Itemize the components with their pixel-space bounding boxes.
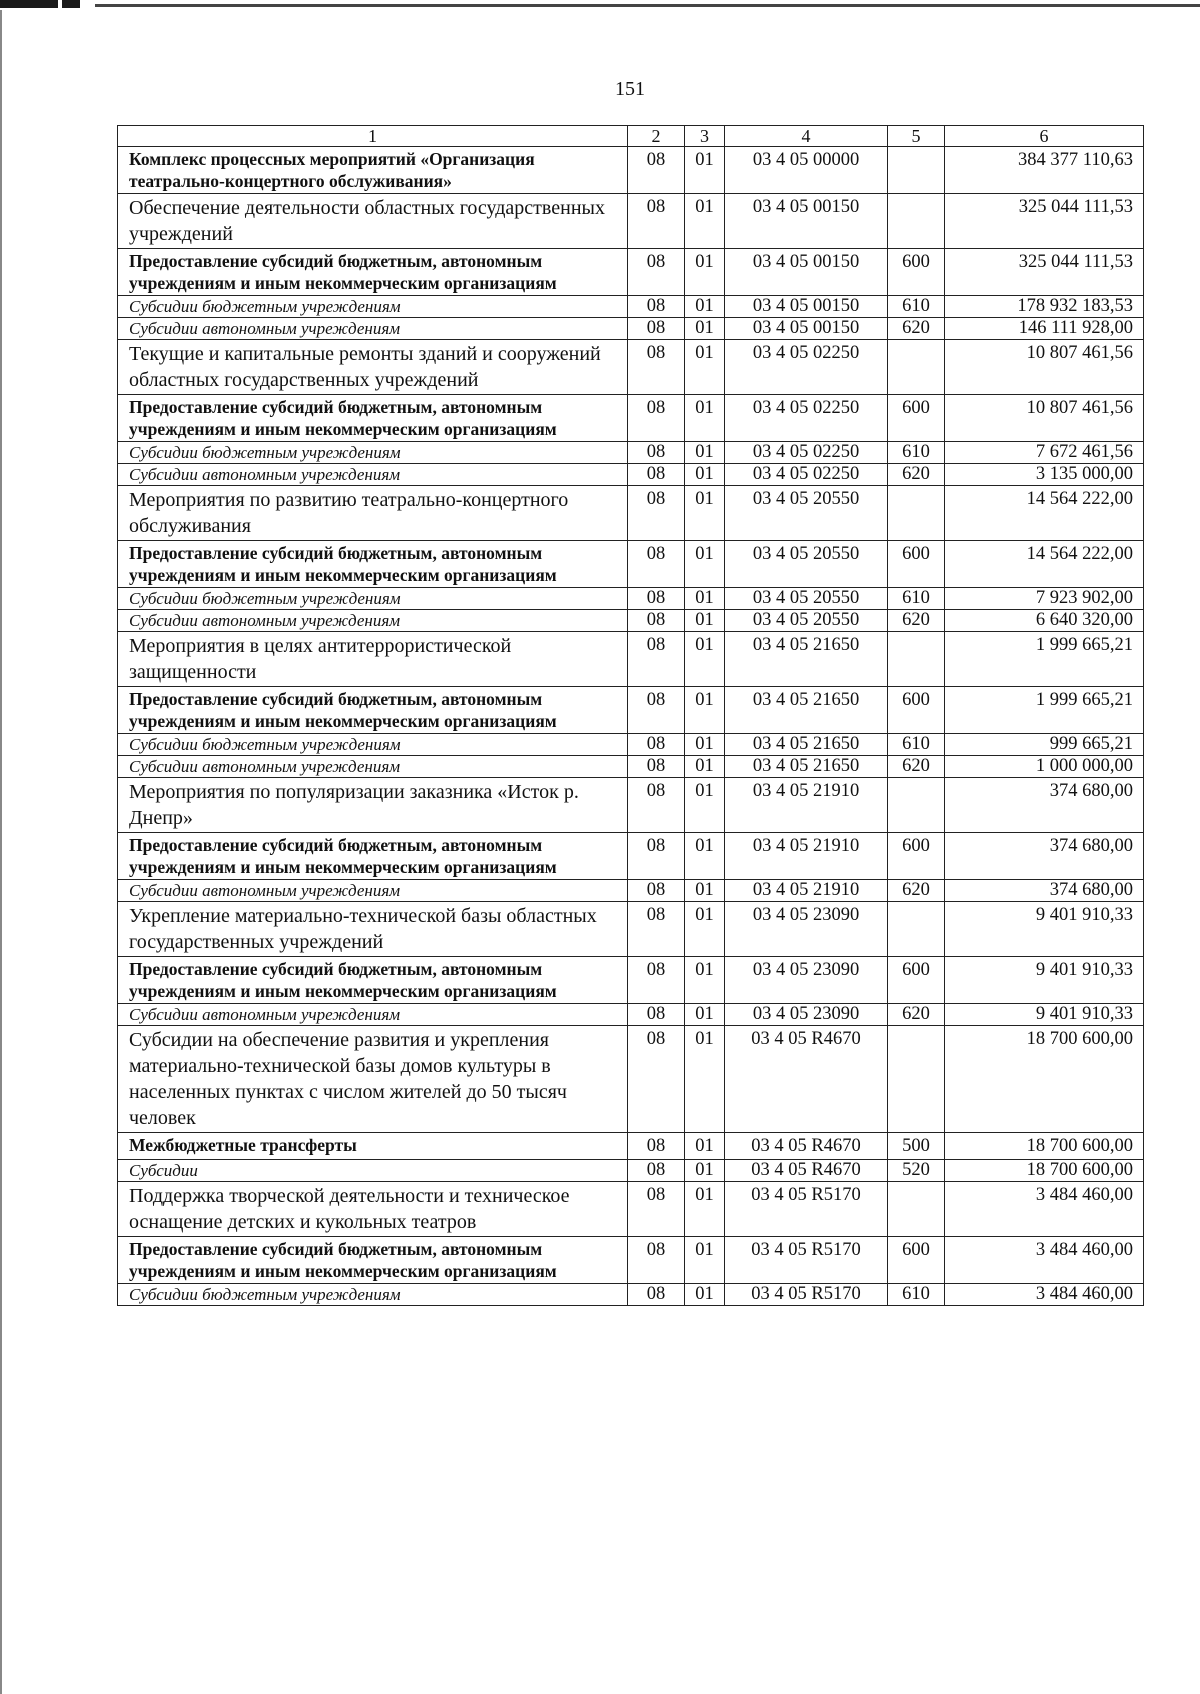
amount-cell: 9 401 910,33 (945, 902, 1144, 957)
section-code-cell: 08 (628, 902, 685, 957)
expense-type-cell: 610 (888, 296, 945, 318)
section-code-cell: 08 (628, 1004, 685, 1026)
section-code-cell: 08 (628, 1133, 685, 1160)
row-name-cell: Субсидии (118, 1160, 628, 1182)
amount-cell: 1 000 000,00 (945, 756, 1144, 778)
expense-type-cell: 600 (888, 957, 945, 1004)
table-row (118, 1237, 1144, 1284)
target-article-cell: 03 4 05 02250 (725, 464, 888, 486)
target-article-cell: 03 4 05 23090 (725, 902, 888, 957)
row-name-cell: Предоставление субсидий бюджетным, автономным учреждениям и иным некоммерческим организациям (118, 833, 628, 880)
table-row (118, 902, 1144, 957)
subsection-code-cell: 01 (685, 194, 725, 249)
section-code-cell: 08 (628, 1284, 685, 1306)
target-article-cell: 03 4 05 20550 (725, 486, 888, 541)
amount-cell: 1 999 665,21 (945, 632, 1144, 687)
expense-type-cell: 600 (888, 1237, 945, 1284)
amount-cell: 3 484 460,00 (945, 1182, 1144, 1237)
row-name-cell: Межбюджетные трансферты (118, 1133, 628, 1160)
section-code-cell: 08 (628, 541, 685, 588)
target-article-cell: 03 4 05 R5170 (725, 1237, 888, 1284)
table-row (118, 1284, 1144, 1306)
subsection-code-cell: 01 (685, 687, 725, 734)
table-row (118, 1182, 1144, 1237)
expense-type-cell: 620 (888, 318, 945, 340)
row-name-cell: Предоставление субсидий бюджетным, автономным учреждениям и иным некоммерческим организациям (118, 687, 628, 734)
table-row (118, 442, 1144, 464)
subsection-code-cell: 01 (685, 1160, 725, 1182)
section-code-cell: 08 (628, 588, 685, 610)
column-number-row (118, 126, 1144, 147)
subsection-code-cell: 01 (685, 778, 725, 833)
subsection-code-cell: 01 (685, 1026, 725, 1133)
section-code-cell: 08 (628, 734, 685, 756)
row-name-cell: Предоставление субсидий бюджетным, автономным учреждениям и иным некоммерческим организациям (118, 395, 628, 442)
section-code-cell: 08 (628, 1026, 685, 1133)
expense-type-cell: 620 (888, 610, 945, 632)
expense-type-cell (888, 194, 945, 249)
expense-type-cell: 600 (888, 395, 945, 442)
amount-cell: 325 044 111,53 (945, 194, 1144, 249)
table-row (118, 632, 1144, 687)
target-article-cell: 03 4 05 R5170 (725, 1182, 888, 1237)
expense-type-cell: 600 (888, 249, 945, 296)
subsection-code-cell: 01 (685, 249, 725, 296)
expense-type-cell (888, 147, 945, 194)
row-name-cell: Мероприятия по популяризации заказника «Исток р. Днепр» (118, 778, 628, 833)
table-row (118, 1004, 1144, 1026)
scan-edge-bar (0, 0, 58, 8)
table-row (118, 395, 1144, 442)
table-row (118, 486, 1144, 541)
section-code-cell: 08 (628, 687, 685, 734)
subsection-code-cell: 01 (685, 734, 725, 756)
expense-type-cell (888, 632, 945, 687)
subsection-code-cell: 01 (685, 296, 725, 318)
expense-type-cell: 620 (888, 756, 945, 778)
column-header: 6 (945, 126, 1144, 147)
section-code-cell: 08 (628, 1160, 685, 1182)
amount-cell: 14 564 222,00 (945, 541, 1144, 588)
target-article-cell: 03 4 05 21910 (725, 778, 888, 833)
section-code-cell: 08 (628, 957, 685, 1004)
target-article-cell: 03 4 05 20550 (725, 541, 888, 588)
section-code-cell: 08 (628, 486, 685, 541)
subsection-code-cell: 01 (685, 957, 725, 1004)
expense-type-cell: 600 (888, 541, 945, 588)
target-article-cell: 03 4 05 02250 (725, 395, 888, 442)
row-name-cell: Субсидии автономным учреждениям (118, 756, 628, 778)
table-row (118, 957, 1144, 1004)
scan-edge-line (95, 4, 1200, 7)
table-row (118, 833, 1144, 880)
target-article-cell: 03 4 05 21650 (725, 756, 888, 778)
row-name-cell: Субсидии бюджетным учреждениям (118, 442, 628, 464)
row-name-cell: Субсидии автономным учреждениям (118, 1004, 628, 1026)
table-row (118, 687, 1144, 734)
expense-type-cell: 600 (888, 687, 945, 734)
target-article-cell: 03 4 05 20550 (725, 588, 888, 610)
expense-type-cell: 610 (888, 1284, 945, 1306)
row-name-cell: Субсидии на обеспечение развития и укрепления материально-технической базы домов культуры в населенных пунктах с числом жителей до 50 тысяч человек (118, 1026, 628, 1133)
target-article-cell: 03 4 05 21650 (725, 687, 888, 734)
amount-cell: 384 377 110,63 (945, 147, 1144, 194)
expense-type-cell: 610 (888, 734, 945, 756)
table-row (118, 541, 1144, 588)
target-article-cell: 03 4 05 21910 (725, 833, 888, 880)
expense-type-cell: 610 (888, 442, 945, 464)
target-article-cell: 03 4 05 21650 (725, 734, 888, 756)
page-number: 151 (615, 78, 645, 100)
target-article-cell: 03 4 05 R4670 (725, 1026, 888, 1133)
amount-cell: 7 672 461,56 (945, 442, 1144, 464)
table-row (118, 610, 1144, 632)
section-code-cell: 08 (628, 1182, 685, 1237)
table-row (118, 340, 1144, 395)
target-article-cell: 03 4 05 23090 (725, 1004, 888, 1026)
section-code-cell: 08 (628, 1237, 685, 1284)
target-article-cell: 03 4 05 21650 (725, 632, 888, 687)
subsection-code-cell: 01 (685, 1284, 725, 1306)
amount-cell: 999 665,21 (945, 734, 1144, 756)
amount-cell: 18 700 600,00 (945, 1133, 1144, 1160)
target-article-cell: 03 4 05 20550 (725, 610, 888, 632)
target-article-cell: 03 4 05 02250 (725, 340, 888, 395)
expense-type-cell (888, 1026, 945, 1133)
row-name-cell: Мероприятия по развитию театрально-концертного обслуживания (118, 486, 628, 541)
section-code-cell: 08 (628, 464, 685, 486)
row-name-cell: Поддержка творческой деятельности и техническое оснащение детских и кукольных театров (118, 1182, 628, 1237)
amount-cell: 9 401 910,33 (945, 1004, 1144, 1026)
row-name-cell: Субсидии автономным учреждениям (118, 318, 628, 340)
row-name-cell: Комплекс процессных мероприятий «Организация театрально-концертного обслуживания» (118, 147, 628, 194)
subsection-code-cell: 01 (685, 541, 725, 588)
section-code-cell: 08 (628, 833, 685, 880)
row-name-cell: Субсидии автономным учреждениям (118, 880, 628, 902)
section-code-cell: 08 (628, 147, 685, 194)
target-article-cell: 03 4 05 00150 (725, 318, 888, 340)
section-code-cell: 08 (628, 318, 685, 340)
section-code-cell: 08 (628, 249, 685, 296)
column-header: 4 (725, 126, 888, 147)
subsection-code-cell: 01 (685, 833, 725, 880)
expense-type-cell (888, 340, 945, 395)
table-row (118, 756, 1144, 778)
subsection-code-cell: 01 (685, 902, 725, 957)
row-name-cell: Предоставление субсидий бюджетным, автономным учреждениям и иным некоммерческим организациям (118, 1237, 628, 1284)
subsection-code-cell: 01 (685, 1237, 725, 1284)
subsection-code-cell: 01 (685, 340, 725, 395)
scan-left-border (0, 10, 2, 1694)
amount-cell: 6 640 320,00 (945, 610, 1144, 632)
section-code-cell: 08 (628, 194, 685, 249)
row-name-cell: Предоставление субсидий бюджетным, автономным учреждениям и иным некоммерческим организациям (118, 957, 628, 1004)
table-row (118, 147, 1144, 194)
amount-cell: 3 484 460,00 (945, 1237, 1144, 1284)
table-row (118, 318, 1144, 340)
amount-cell: 146 111 928,00 (945, 318, 1144, 340)
expense-type-cell (888, 486, 945, 541)
row-name-cell: Укрепление материально-технической базы областных государственных учреждений (118, 902, 628, 957)
target-article-cell: 03 4 05 23090 (725, 957, 888, 1004)
row-name-cell: Субсидии автономным учреждениям (118, 464, 628, 486)
amount-cell: 9 401 910,33 (945, 957, 1144, 1004)
target-article-cell: 03 4 05 R4670 (725, 1160, 888, 1182)
amount-cell: 3 135 000,00 (945, 464, 1144, 486)
table-row (118, 249, 1144, 296)
table-row (118, 880, 1144, 902)
target-article-cell: 03 4 05 02250 (725, 442, 888, 464)
expense-type-cell: 620 (888, 1004, 945, 1026)
target-article-cell: 03 4 05 21910 (725, 880, 888, 902)
section-code-cell: 08 (628, 632, 685, 687)
amount-cell: 3 484 460,00 (945, 1284, 1144, 1306)
row-name-cell: Текущие и капитальные ремонты зданий и сооружений областных государственных учреждений (118, 340, 628, 395)
row-name-cell: Субсидии бюджетным учреждениям (118, 734, 628, 756)
amount-cell: 18 700 600,00 (945, 1026, 1144, 1133)
subsection-code-cell: 01 (685, 442, 725, 464)
row-name-cell: Обеспечение деятельности областных государственных учреждений (118, 194, 628, 249)
row-name-cell: Субсидии бюджетным учреждениям (118, 588, 628, 610)
table-row (118, 1026, 1144, 1133)
amount-cell: 374 680,00 (945, 778, 1144, 833)
table-row (118, 194, 1144, 249)
section-code-cell: 08 (628, 880, 685, 902)
section-code-cell: 08 (628, 778, 685, 833)
subsection-code-cell: 01 (685, 756, 725, 778)
subsection-code-cell: 01 (685, 486, 725, 541)
subsection-code-cell: 01 (685, 147, 725, 194)
target-article-cell: 03 4 05 00150 (725, 249, 888, 296)
expense-type-cell (888, 778, 945, 833)
amount-cell: 10 807 461,56 (945, 340, 1144, 395)
target-article-cell: 03 4 05 R5170 (725, 1284, 888, 1306)
subsection-code-cell: 01 (685, 588, 725, 610)
table-row (118, 588, 1144, 610)
target-article-cell: 03 4 05 00150 (725, 296, 888, 318)
amount-cell: 18 700 600,00 (945, 1160, 1144, 1182)
column-header: 1 (118, 126, 628, 147)
amount-cell: 374 680,00 (945, 880, 1144, 902)
section-code-cell: 08 (628, 296, 685, 318)
row-name-cell: Субсидии автономным учреждениям (118, 610, 628, 632)
section-code-cell: 08 (628, 610, 685, 632)
expense-type-cell: 620 (888, 464, 945, 486)
subsection-code-cell: 01 (685, 395, 725, 442)
row-name-cell: Предоставление субсидий бюджетным, автономным учреждениям и иным некоммерческим организациям (118, 541, 628, 588)
expense-type-cell: 500 (888, 1133, 945, 1160)
subsection-code-cell: 01 (685, 318, 725, 340)
table-row (118, 778, 1144, 833)
row-name-cell: Субсидии бюджетным учреждениям (118, 296, 628, 318)
table-row (118, 464, 1144, 486)
target-article-cell: 03 4 05 00150 (725, 194, 888, 249)
subsection-code-cell: 01 (685, 632, 725, 687)
target-article-cell: 03 4 05 00000 (725, 147, 888, 194)
section-code-cell: 08 (628, 340, 685, 395)
expense-type-cell (888, 1182, 945, 1237)
section-code-cell: 08 (628, 442, 685, 464)
table-row (118, 1160, 1144, 1182)
subsection-code-cell: 01 (685, 1182, 725, 1237)
amount-cell: 178 932 183,53 (945, 296, 1144, 318)
amount-cell: 10 807 461,56 (945, 395, 1144, 442)
expense-type-cell: 520 (888, 1160, 945, 1182)
expense-type-cell: 620 (888, 880, 945, 902)
table-row (118, 1133, 1144, 1160)
scan-edge-bar (62, 0, 80, 8)
target-article-cell: 03 4 05 R4670 (725, 1133, 888, 1160)
amount-cell: 7 923 902,00 (945, 588, 1144, 610)
subsection-code-cell: 01 (685, 464, 725, 486)
budget-table (117, 125, 1144, 1306)
subsection-code-cell: 01 (685, 610, 725, 632)
column-header: 3 (685, 126, 725, 147)
subsection-code-cell: 01 (685, 1004, 725, 1026)
subsection-code-cell: 01 (685, 1133, 725, 1160)
amount-cell: 14 564 222,00 (945, 486, 1144, 541)
expense-type-cell: 610 (888, 588, 945, 610)
table-row (118, 734, 1144, 756)
section-code-cell: 08 (628, 395, 685, 442)
section-code-cell: 08 (628, 756, 685, 778)
column-header: 2 (628, 126, 685, 147)
column-header: 5 (888, 126, 945, 147)
amount-cell: 1 999 665,21 (945, 687, 1144, 734)
amount-cell: 374 680,00 (945, 833, 1144, 880)
expense-type-cell: 600 (888, 833, 945, 880)
amount-cell: 325 044 111,53 (945, 249, 1144, 296)
row-name-cell: Субсидии бюджетным учреждениям (118, 1284, 628, 1306)
row-name-cell: Предоставление субсидий бюджетным, автономным учреждениям и иным некоммерческим организациям (118, 249, 628, 296)
table-row (118, 296, 1144, 318)
expense-type-cell (888, 902, 945, 957)
subsection-code-cell: 01 (685, 880, 725, 902)
row-name-cell: Мероприятия в целях антитеррористической защищенности (118, 632, 628, 687)
